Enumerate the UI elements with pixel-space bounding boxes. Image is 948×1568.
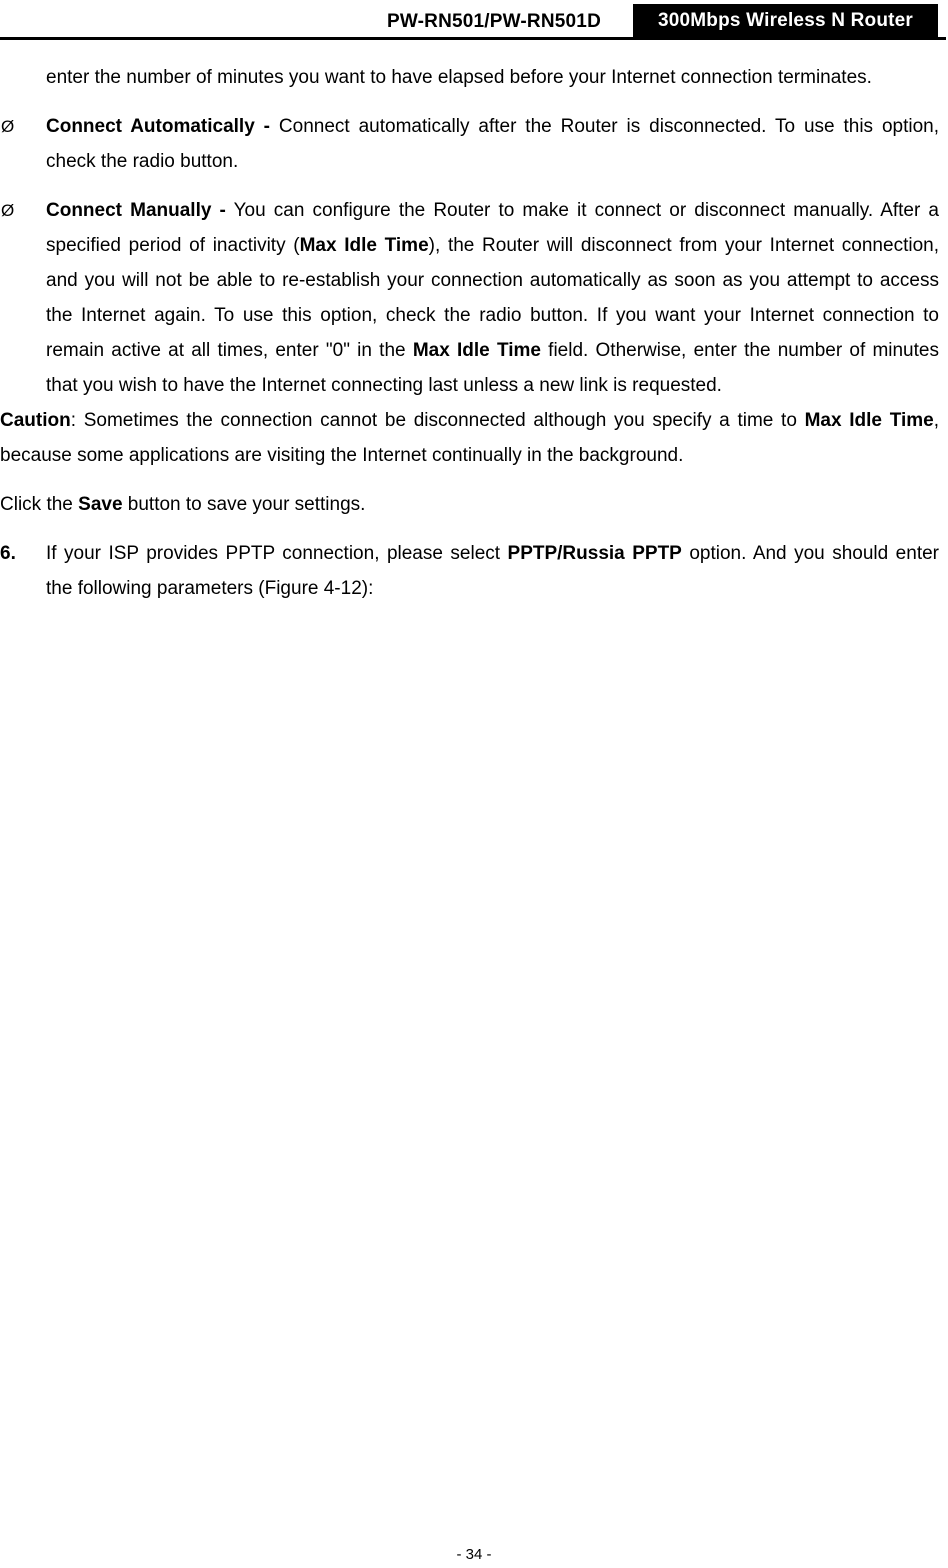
bullet-text: You can configure the Router to make it connect or disconnect manually. After a specified period of inactivity ( xyxy=(46,200,939,256)
bold-term: Max Idle Time xyxy=(412,340,541,361)
arrow-bullet-icon: Ø xyxy=(1,201,15,220)
save-text: Click the xyxy=(0,494,79,515)
bold-term: Max Idle Time xyxy=(299,235,429,256)
intro-text: enter the number of minutes you want to have elapsed before your Internet connection terminates. xyxy=(46,67,872,88)
bullet-title: Connect Manually - xyxy=(46,200,226,221)
caution-text: : Sometimes the connection cannot be disconnected although you specify a time to xyxy=(70,410,805,431)
header-model: PW-RN501/PW-RN501D xyxy=(387,11,601,32)
page-number: - 34 - xyxy=(456,1546,492,1563)
save-paragraph xyxy=(0,487,939,522)
bullet-connect-automatically xyxy=(1,109,939,179)
bold-term: Save xyxy=(78,494,123,515)
document-body xyxy=(0,60,946,606)
caution-label: Caution xyxy=(0,410,71,431)
bullet-text: field. Otherwise, enter the number of minutes that you wish to have the Internet connecting last unless a new link is requested. xyxy=(46,340,939,396)
bold-term: Max Idle Time xyxy=(804,410,934,431)
step-text: option. And you should enter the following parameters (Figure 4-12): xyxy=(46,543,939,599)
header-product-title: 300Mbps Wireless N Router xyxy=(633,4,938,37)
caution-paragraph xyxy=(0,403,939,473)
page-header xyxy=(0,0,948,40)
caution-text: , because some applications are visiting the Internet continually in the background. xyxy=(0,410,939,466)
step-6-paragraph xyxy=(0,536,939,606)
step-text: If your ISP provides PPTP connection, please select xyxy=(46,543,508,564)
step-number: 6. xyxy=(0,543,16,564)
bullet-text: Connect automatically after the Router is disconnected. To use this option, check the radio button. xyxy=(46,116,939,172)
bullet-title: Connect Automatically - xyxy=(46,116,271,137)
save-text: button to save your settings. xyxy=(122,494,366,515)
arrow-bullet-icon: Ø xyxy=(1,117,15,136)
bold-term: PPTP/Russia PPTP xyxy=(507,543,682,564)
bullet-text: ), the Router will disconnect from your Internet connection, and you will not be able to re-establish your connection automatically as soon as you attempt to access the Internet again. To use this option, check the radio button. If you want your Internet connection to remain active at all times, enter "0" in the xyxy=(46,235,939,361)
bullet-connect-manually xyxy=(1,193,939,403)
header-rule xyxy=(0,37,946,40)
intro-paragraph xyxy=(46,60,939,95)
